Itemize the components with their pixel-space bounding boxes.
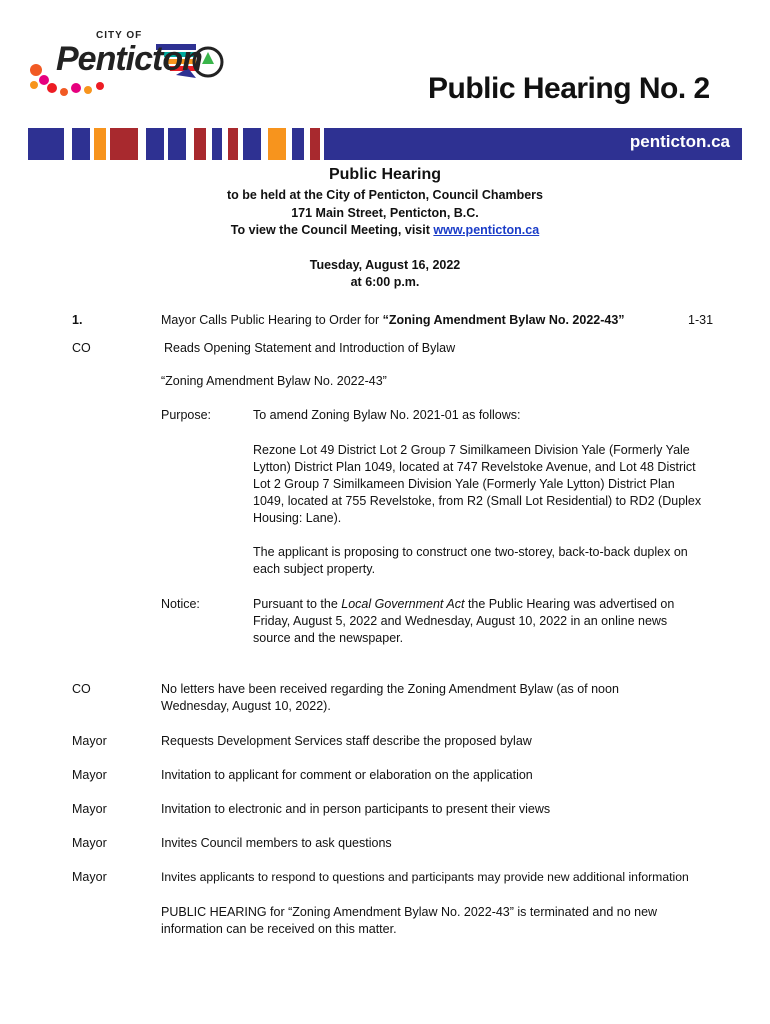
address-line: 171 Main Street, Penticton, B.C. xyxy=(291,206,479,220)
location-line: to be held at the City of Penticton, Council Chambers xyxy=(227,188,543,202)
city-of-penticton-logo xyxy=(26,30,226,102)
speaker-co: CO xyxy=(72,341,91,355)
view-meeting-line xyxy=(0,223,770,237)
rezone-text: Rezone Lot 49 District Lot 2 Group 7 Similkameen Division Yale (Formerly Yale Lytton) District Plan 1049, located at 747 Revelstoke Avenue, and Lot 48 District Lot 2 Group 7 Similkameen Division Yale (Formerly Yale Lytton) District Plan 1049, located at 755 Revelstoke, from R2 (Small Lot Residential) to RD2 (Duplex Housing: Lane). xyxy=(253,443,702,525)
notice-act-name: Local Government Act xyxy=(341,597,465,611)
speaker-co: CO xyxy=(72,682,91,696)
speaker-mayor: Mayor xyxy=(72,870,107,884)
notice-label: Notice: xyxy=(161,597,200,611)
item-number: 1. xyxy=(72,313,83,327)
mayor-item-text: Invitation to electronic and in person participants to present their views xyxy=(161,802,551,816)
item1-bylaw-name: “Zoning Amendment Bylaw No. 2022-43” xyxy=(382,313,625,327)
page-title: Public Hearing No. 2 xyxy=(428,72,710,105)
speaker-mayor: Mayor xyxy=(72,768,107,782)
notice-prefix: Pursuant to the xyxy=(253,597,342,611)
view-meeting-prefix: To view the Council Meeting, visit xyxy=(230,223,434,237)
item1-text xyxy=(161,312,741,329)
mayor-item-text: Invites Council members to ask questions xyxy=(161,836,392,850)
co-opening-text: Reads Opening Statement and Introduction of Bylaw xyxy=(164,341,456,355)
purpose-text: To amend Zoning Bylaw No. 2021-01 as follows: xyxy=(253,408,521,422)
mayor-item-text: Invitation to applicant for comment or elaboration on the application xyxy=(161,768,533,782)
logo-wordmark: Penticton xyxy=(56,40,202,78)
item1-text-prefix: Mayor Calls Public Hearing to Order for xyxy=(161,313,383,327)
meeting-date: Tuesday, August 16, 2022 xyxy=(309,258,461,272)
notice-text xyxy=(253,596,703,647)
applicant-text: The applicant is proposing to construct one two-storey, back-to-back duplex on each subject property. xyxy=(253,545,688,576)
co-letters-text: No letters have been received regarding the Zoning Amendment Bylaw (as of noon Wednesday, August 10, 2022). xyxy=(161,682,619,713)
speaker-mayor: Mayor xyxy=(72,734,107,748)
meeting-time: at 6:00 p.m. xyxy=(350,275,420,289)
hearing-heading: Public Hearing xyxy=(328,166,442,183)
notice-rest: the Public Hearing was advertised on Friday, August 5, 2022 and Wednesday, August 10, 2022 in an online news source and the newspaper. xyxy=(253,597,675,645)
logo-city-of-text: CITY OF xyxy=(96,30,143,41)
closing-statement: PUBLIC HEARING for “Zoning Amendment Bylaw No. 2022-43” is terminated and no new information can be received on this matter. xyxy=(161,905,658,936)
bylaw-name: “Zoning Amendment Bylaw No. 2022-43” xyxy=(161,374,387,388)
header-banner xyxy=(28,128,742,160)
item1-pages: 1-31 xyxy=(688,313,714,327)
mayor-item-text: Invites applicants to respond to questions and participants may provide new additional information xyxy=(161,870,689,884)
purpose-label: Purpose: xyxy=(161,408,212,422)
site-url[interactable]: penticton.ca xyxy=(629,132,730,151)
website-link[interactable]: www.penticton.ca xyxy=(433,223,540,237)
speaker-mayor: Mayor xyxy=(72,836,107,850)
mayor-item-text: Requests Development Services staff describe the proposed bylaw xyxy=(161,734,532,748)
speaker-mayor: Mayor xyxy=(72,802,107,816)
